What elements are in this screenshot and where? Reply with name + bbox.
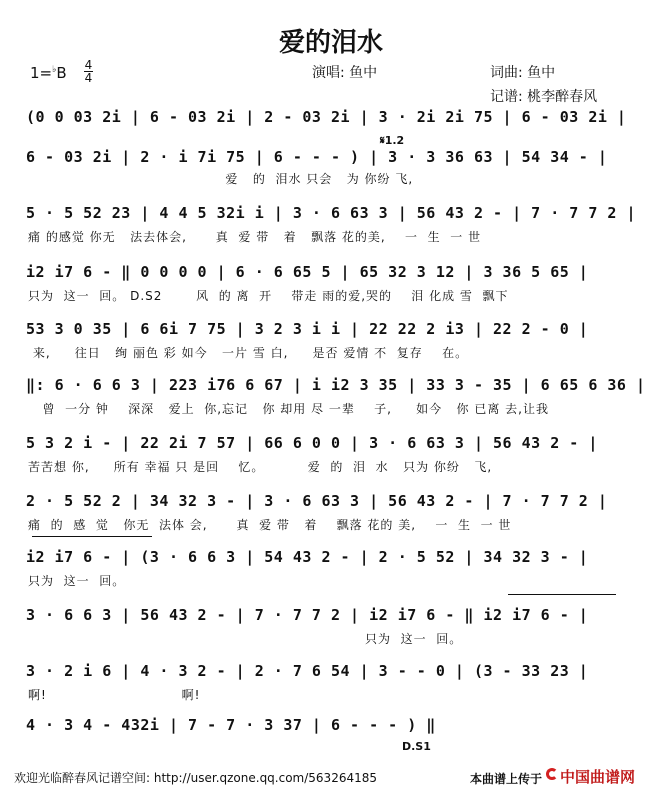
lyric-line: 啊! 啊! (28, 688, 201, 702)
notes-line: 3 · 2 i 6 | 4 · 3 2 - | 2 · 7 6 54 | 3 - - 0 | (3 - 33 23 | (26, 662, 589, 680)
ds1-mark: D.S1 (402, 740, 431, 753)
lyric-line: 只为 这一 回。 (28, 632, 463, 646)
time-signature (84, 59, 93, 84)
lyric-line: 曾 一分 钟 深深 爱上 你,忘记 你 却用 尽 一辈 子, 如今 你 已离 去,让我 (28, 402, 549, 416)
score-title: 爱的泪水 (278, 28, 383, 58)
brand-logo-icon (546, 768, 558, 780)
notes-line: 5 · 5 52 23 | 4 4 5 32i i | 3 · 6 63 3 | 56 43 2 - | 7 · 7 7 2 | (26, 204, 636, 222)
lyric-line: 只为 这一 回。 (28, 574, 126, 588)
notes-line: 4 · 3 4 - 432i | 7 - 7 · 3 37 | 6 - - - ) ‖ (26, 716, 436, 734)
lyric-line: 苦苦想 你, 所有 幸福 只 是回 忆。 爱 的 泪 水 只为 你纷 飞, (28, 460, 493, 474)
notes-line: 2 · 5 52 2 | 34 32 3 - | 3 · 6 63 3 | 56 43 2 - | 7 · 7 7 2 | (26, 492, 608, 510)
notes-line: 5 3 2 i - | 22 2i 7 57 | 66 6 0 0 | 3 · 6 63 3 | 56 43 2 - | (26, 434, 598, 452)
lyric-line: 来, 往日 绚 丽色 彩 如今 一片 雪 白, 是否 爱情 不 复存 在。 (28, 346, 469, 360)
transcriber-credit: 记谱: 桃李醉春风 (490, 89, 598, 105)
lyric-line: 爱 的 泪水 只会 为 你纷 飞, (28, 172, 414, 186)
lyric-line: 痛 的感觉 你无 法去体会, 真 爱 带 着 飘落 花的美, 一 生 一 世 (28, 230, 482, 244)
notes-line: 53 3 0 35 | 6 6i 7 75 | 3 2 3 i i | 22 22 2 i3 | 22 2 - 0 | (26, 320, 589, 338)
time-signature-top: 4 (84, 58, 93, 72)
notes-line: i2 i7 6 - | (3 · 6 6 3 | 54 43 2 - | 2 · 5 52 | 34 32 3 - | (26, 548, 589, 566)
footer-welcome: 欢迎光临醉春风记谱空间: http://user.qzone.qq.com/563264185 (14, 771, 378, 785)
notes-line: (0 0 03 2i | 6 - 03 2i | 2 - 03 2i | 3 · 2i 2i 75 | 6 - 03 2i | (26, 108, 627, 126)
notes-line: i2 i7 6 - ‖ 0 0 0 0 | 6 · 6 65 5 | 65 32 3 12 | 3 36 5 65 | (26, 263, 589, 281)
notes-line: 3 · 6 6 3 | 56 43 2 - | 7 · 7 7 2 | i2 i7 6 - ‖ i2 i7 6 - | (26, 606, 589, 624)
upload-label: 本曲谱上传于 (470, 772, 543, 786)
key-signature (30, 64, 67, 82)
notes-line: ‖: 6 · 6 6 3 | 223 i76 6 67 | i i2 3 35 | 33 3 - 35 | 6 65 6 36 | (26, 376, 646, 394)
volta-bracket (32, 536, 152, 537)
lyric-line: 痛 的 感 觉 你无 法体 会, 真 爱 带 着 飘落 花的 美, 一 生 一 世 (28, 518, 512, 532)
segno-mark: 𝄋1.2 (380, 134, 405, 147)
time-signature-bottom: 4 (84, 71, 93, 85)
key-label: 1= (30, 64, 53, 82)
notes-line: 6 - 03 2i | 2 · i 7i 75 | 6 - - - ) | 3 · 3 36 63 | 54 34 - | (26, 148, 608, 166)
lyric-line: 只为 这一 回。 D.S2 风 的 离 开 带走 雨的爱,哭的 泪 化成 雪 飘下 (28, 289, 509, 303)
composer-credit: 词曲: 鱼中 (490, 65, 556, 81)
key-note: B (56, 64, 67, 82)
brand-name: 中国曲谱网 (560, 768, 636, 786)
singer-credit: 演唱: 鱼中 (312, 65, 378, 81)
flat-sign: ♭ (52, 65, 57, 75)
volta-bracket (508, 594, 616, 595)
